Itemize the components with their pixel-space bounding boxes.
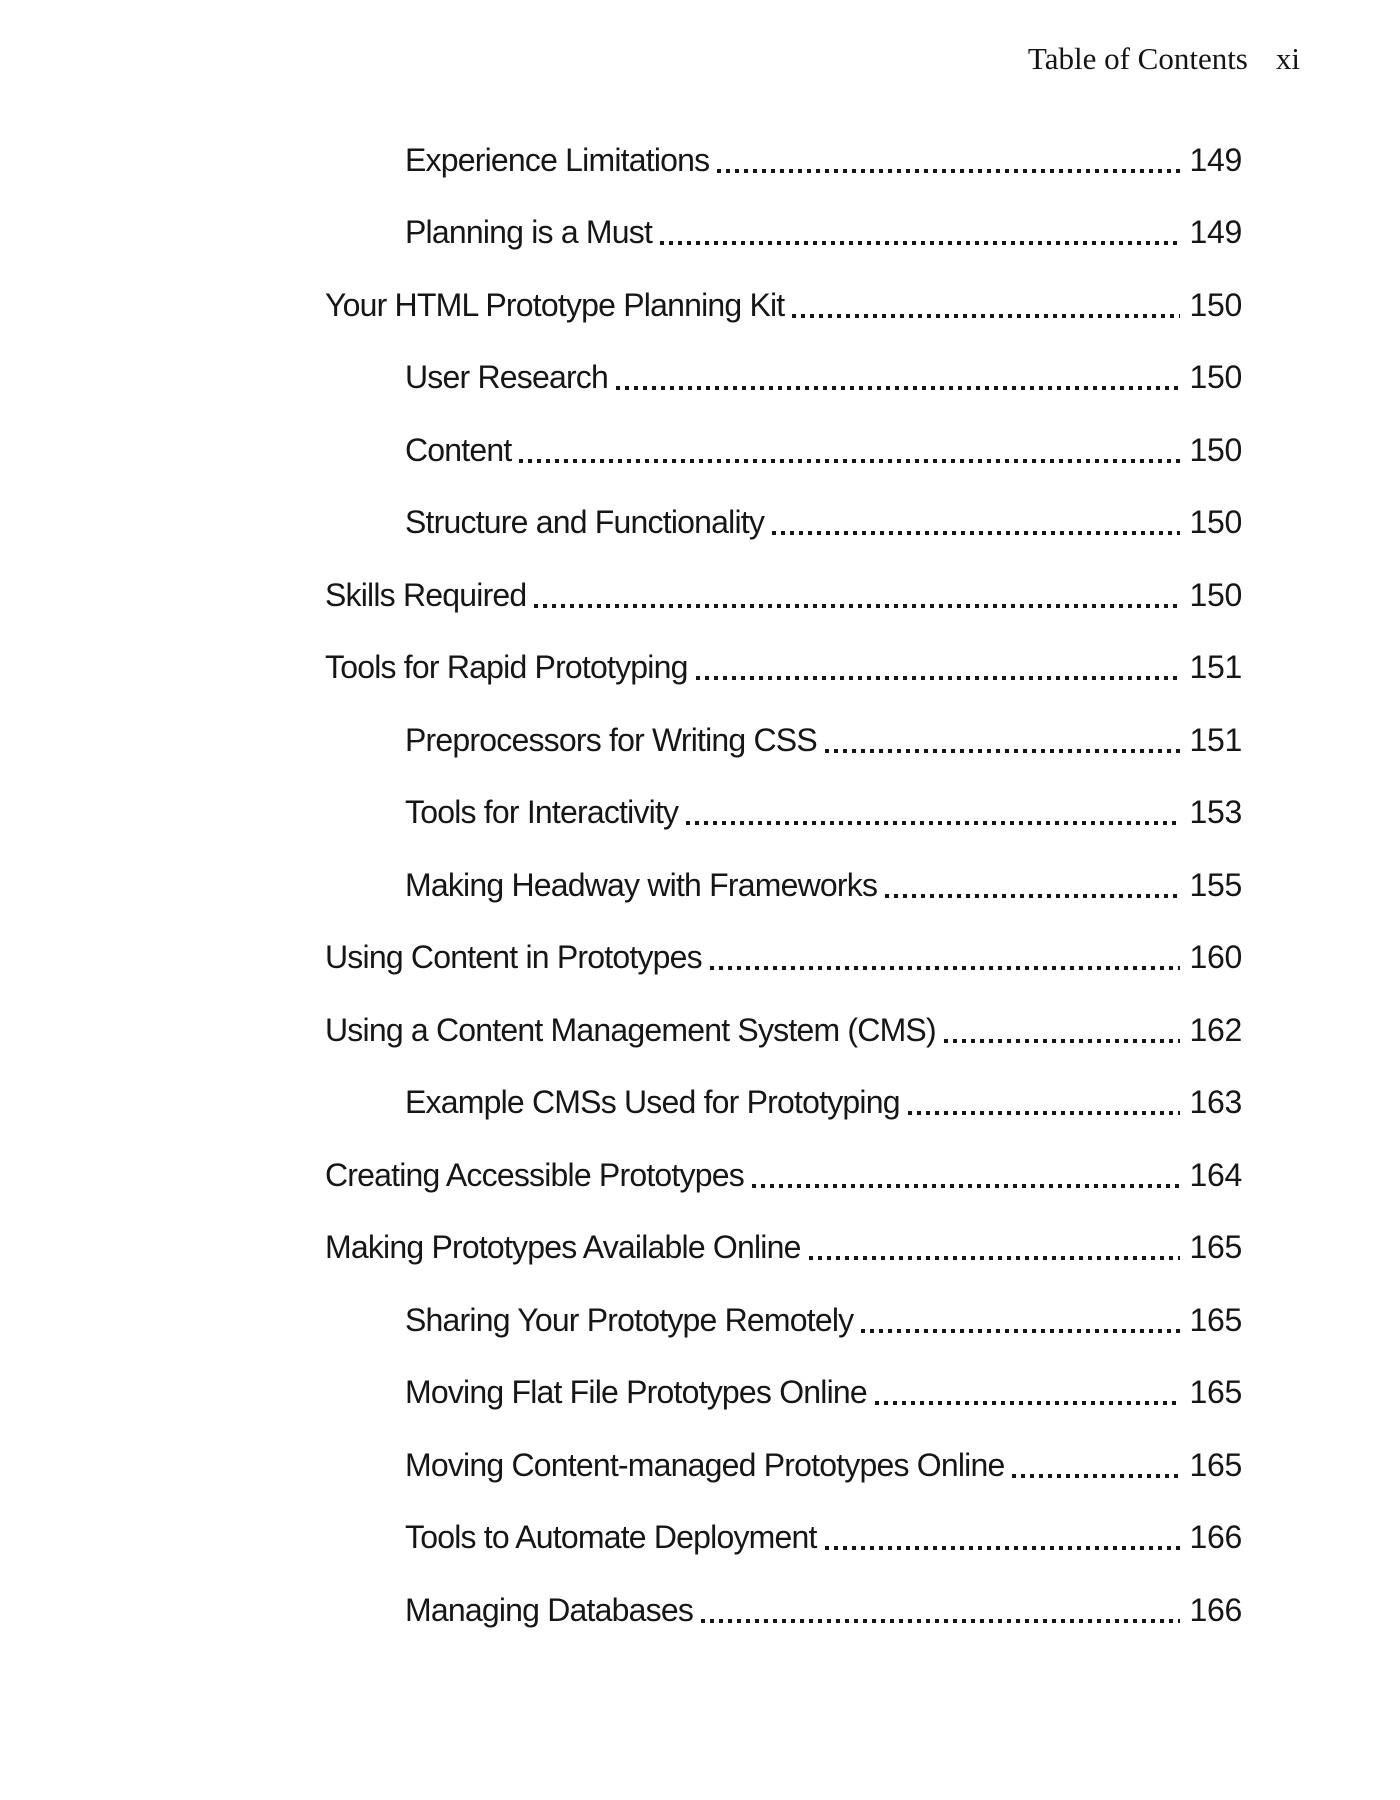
toc-entry-label: Preprocessors for Writing CSS	[405, 721, 817, 758]
toc-entry-label: Tools to Automate Deployment	[405, 1519, 817, 1556]
toc-entry	[405, 849, 1242, 922]
toc-entry	[405, 777, 1242, 850]
toc-entry-label: Tools for Rapid Prototyping	[325, 649, 688, 686]
dot-leader	[877, 849, 1189, 922]
toc-entry-page: 153	[1189, 794, 1242, 831]
toc-entry-page: 151	[1189, 721, 1242, 758]
toc-entry-label: Tools for Interactivity	[405, 794, 679, 831]
toc-entry	[405, 124, 1242, 197]
header-page-number: xi	[1275, 41, 1300, 76]
dot-leader	[817, 1502, 1190, 1575]
toc-entry-page: 166	[1189, 1519, 1242, 1556]
dot-leader	[936, 994, 1190, 1067]
toc-list	[0, 124, 1242, 1647]
toc-entry-page: 150	[1189, 431, 1242, 468]
dot-leader	[1004, 1429, 1189, 1502]
toc-entry-label: Moving Content-managed Prototypes Online	[405, 1446, 1005, 1483]
dot-leader	[526, 559, 1189, 632]
toc-entry-page: 150	[1189, 359, 1242, 396]
dot-leader	[764, 487, 1189, 560]
toc-entry	[405, 1574, 1242, 1647]
toc-entry-label: Making Headway with Frameworks	[405, 866, 878, 903]
toc-entry-page: 150	[1189, 504, 1242, 541]
toc-entry	[325, 1139, 1242, 1212]
dot-leader	[900, 1067, 1190, 1140]
toc-entry-page: 165	[1189, 1374, 1242, 1411]
toc-entry-page: 150	[1189, 576, 1242, 613]
toc-entry-label: Moving Flat File Prototypes Online	[405, 1374, 867, 1411]
toc-entry-label: Content	[405, 431, 512, 468]
toc-entry	[325, 269, 1242, 342]
dot-leader	[744, 1139, 1190, 1212]
toc-entry-page: 166	[1189, 1591, 1242, 1628]
toc-entry-page: 165	[1189, 1446, 1242, 1483]
page-header	[0, 42, 1300, 76]
dot-leader	[608, 342, 1189, 415]
toc-entry	[405, 1429, 1242, 1502]
toc-entry	[405, 1502, 1242, 1575]
dot-leader	[867, 1357, 1190, 1430]
toc-entry	[325, 1212, 1242, 1285]
toc-entry-label: Creating Accessible Prototypes	[325, 1156, 744, 1193]
dot-leader	[709, 124, 1189, 197]
toc-entry	[405, 487, 1242, 560]
toc-entry	[405, 704, 1242, 777]
toc-entry-label: Using a Content Management System (CMS)	[325, 1011, 936, 1048]
toc-entry	[405, 414, 1242, 487]
toc-entry	[405, 1284, 1242, 1357]
toc-entry-label: Planning is a Must	[405, 214, 653, 251]
dot-leader	[678, 777, 1189, 850]
toc-entry	[325, 994, 1242, 1067]
dot-leader	[688, 632, 1190, 705]
toc-entry-page: 149	[1189, 141, 1242, 178]
toc-entry-page: 151	[1189, 649, 1242, 686]
dot-leader	[817, 704, 1190, 777]
toc-entry-page: 164	[1189, 1156, 1242, 1193]
toc-entry	[405, 342, 1242, 415]
toc-entry-label: Making Prototypes Available Online	[325, 1229, 801, 1266]
toc-entry	[325, 922, 1242, 995]
dot-leader	[784, 269, 1189, 342]
header-title: Table of Contents	[1027, 41, 1248, 76]
toc-entry-label: Structure and Functionality	[405, 504, 765, 541]
toc-entry-label: Experience Limitations	[405, 141, 710, 178]
toc-entry-label: Example CMSs Used for Prototyping	[405, 1084, 900, 1121]
toc-entry-label: Using Content in Prototypes	[325, 939, 702, 976]
toc-entry-page: 163	[1189, 1084, 1242, 1121]
toc-entry	[405, 1067, 1242, 1140]
toc-entry-page: 160	[1189, 939, 1242, 976]
toc-entry	[325, 559, 1242, 632]
toc-entry-page: 149	[1189, 214, 1242, 251]
toc-entry-page: 165	[1189, 1229, 1242, 1266]
toc-entry-label: Sharing Your Prototype Remotely	[405, 1301, 854, 1338]
toc-entry-label: Your HTML Prototype Planning Kit	[325, 286, 785, 323]
toc-entry	[325, 632, 1242, 705]
toc-entry-page: 165	[1189, 1301, 1242, 1338]
toc-entry-page: 150	[1189, 286, 1242, 323]
toc-entry-page: 155	[1189, 866, 1242, 903]
dot-leader	[693, 1574, 1189, 1647]
toc-entry-label: Skills Required	[325, 576, 527, 613]
toc-entry-label: Managing Databases	[405, 1591, 694, 1628]
dot-leader	[511, 414, 1189, 487]
dot-leader	[652, 197, 1189, 270]
toc-entry	[405, 197, 1242, 270]
dot-leader	[801, 1212, 1190, 1285]
toc-entry	[405, 1357, 1242, 1430]
toc-entry-label: User Research	[405, 359, 609, 396]
dot-leader	[853, 1284, 1189, 1357]
toc-entry-page: 162	[1189, 1011, 1242, 1048]
dot-leader	[702, 922, 1190, 995]
